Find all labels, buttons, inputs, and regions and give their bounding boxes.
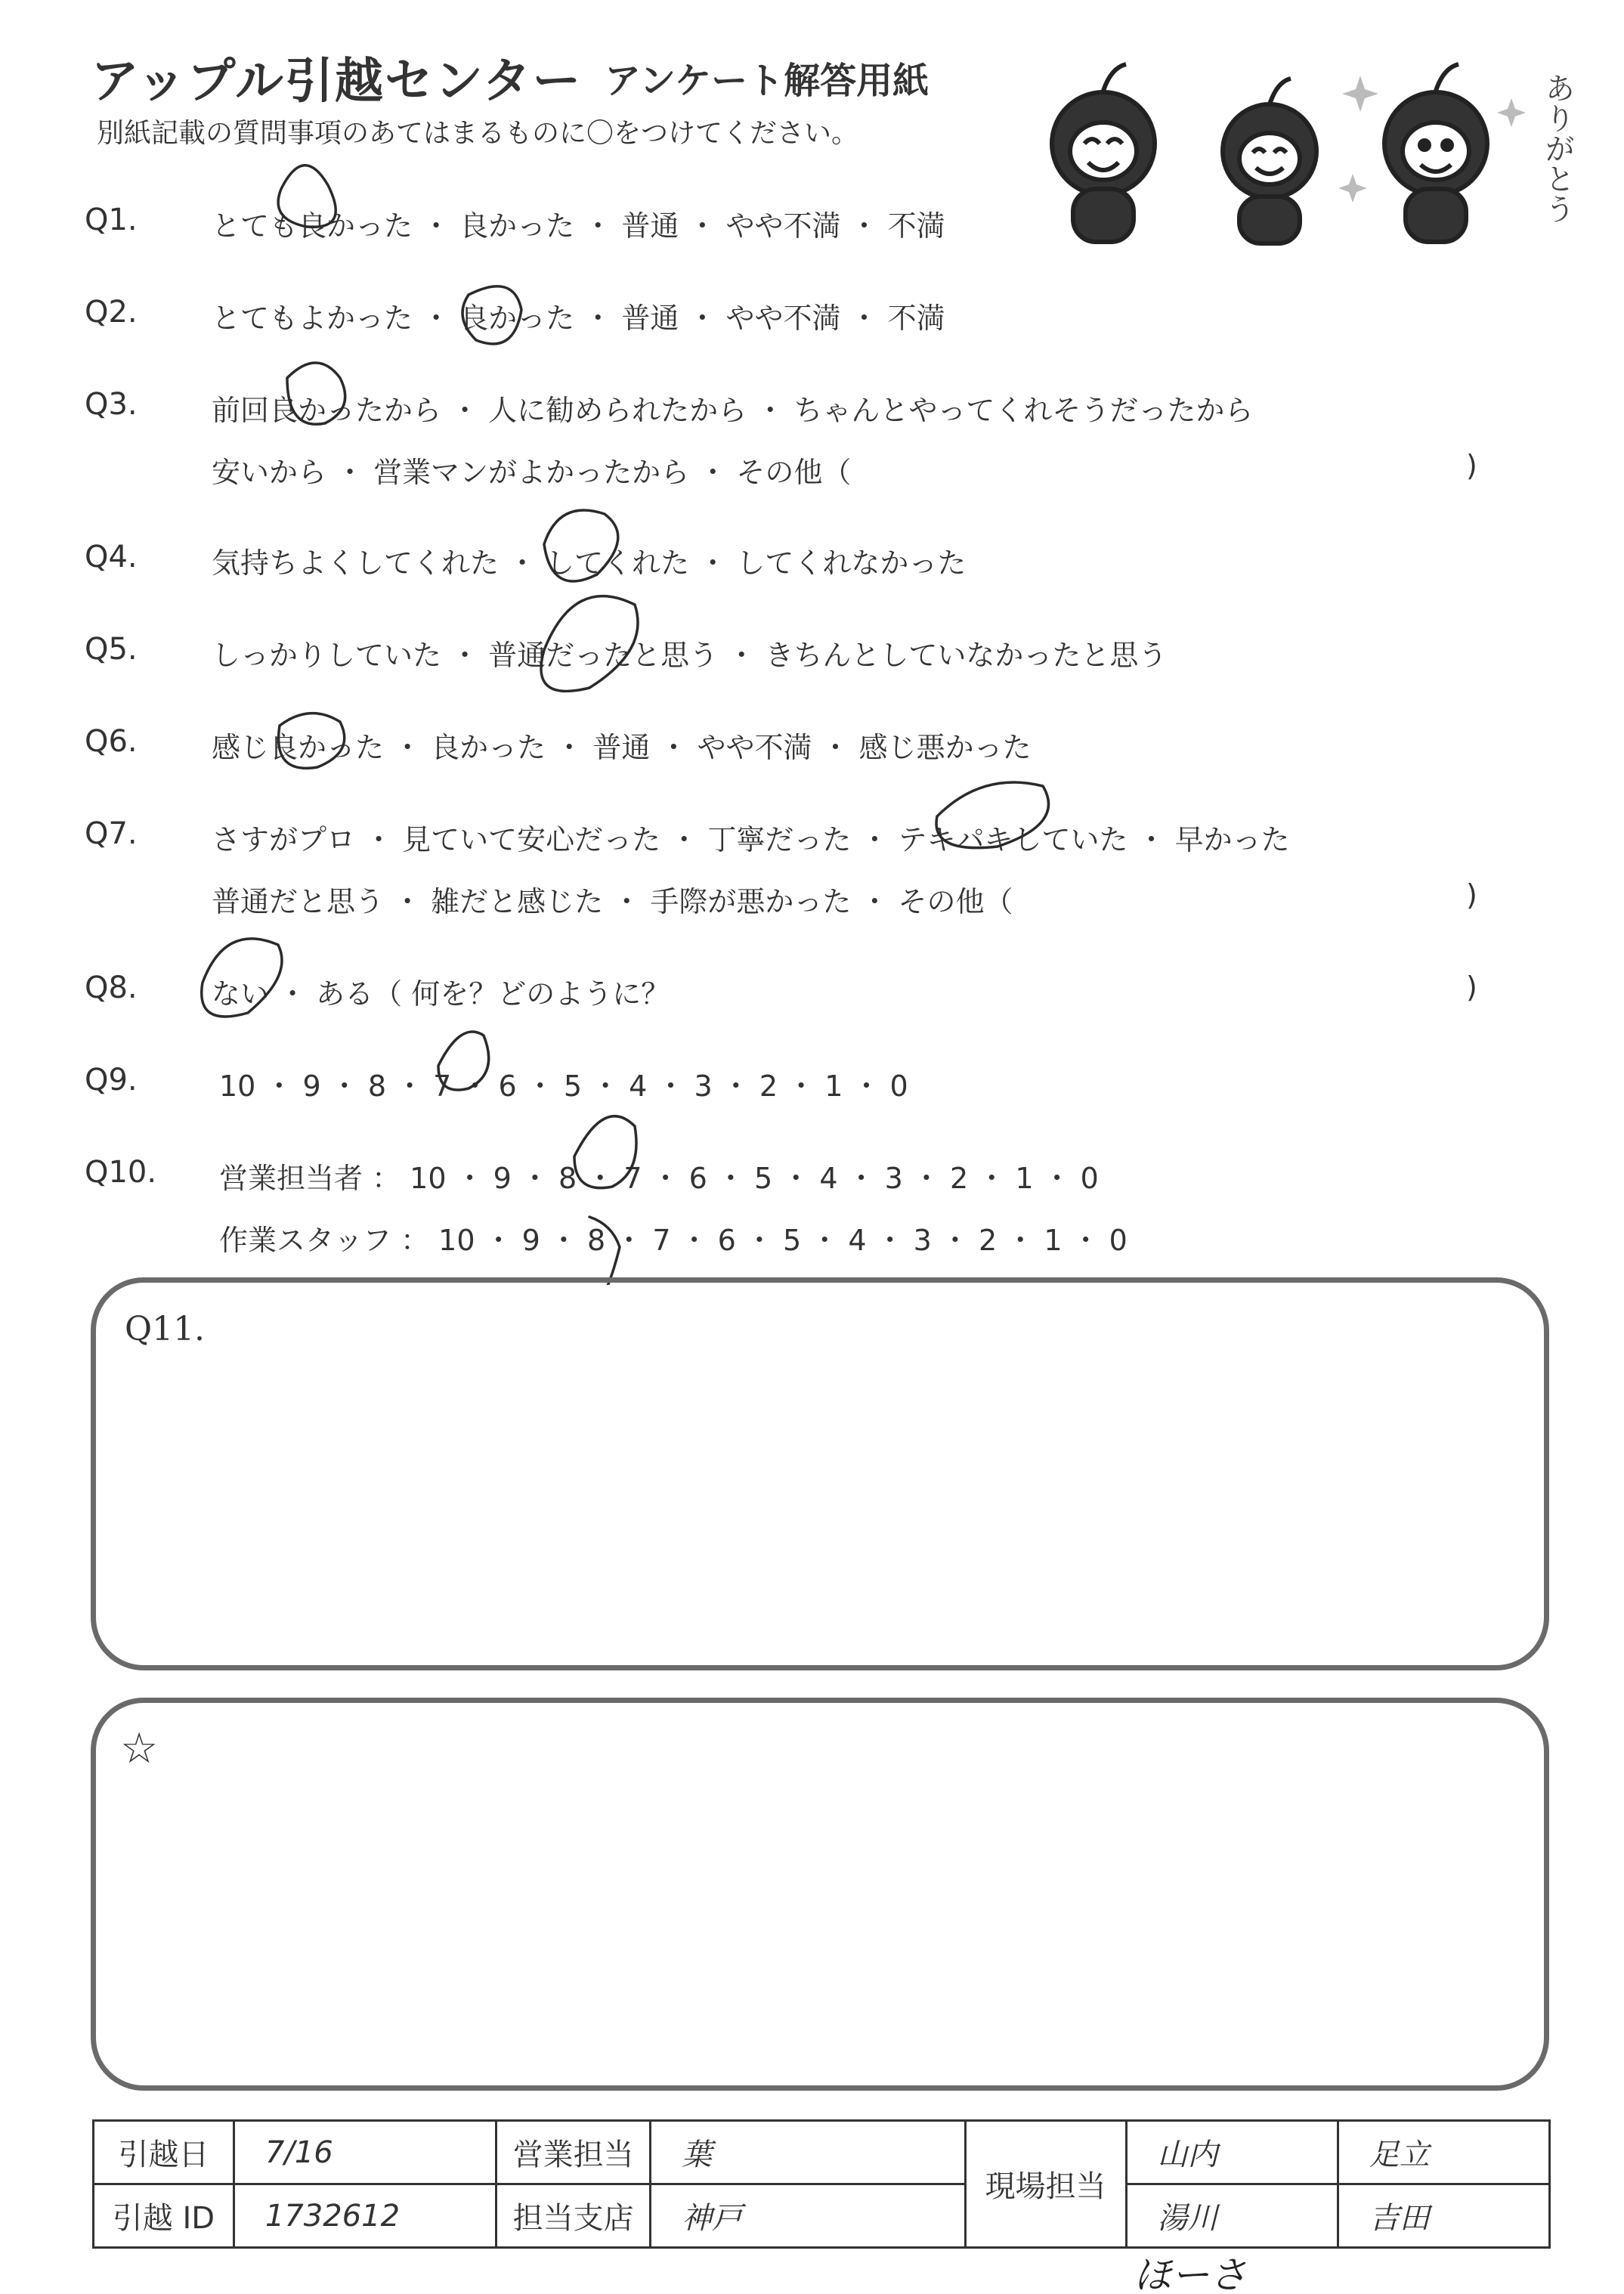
q10-label: Q10. [85,1155,157,1190]
q7-options-line1: さすがプロ ・ 見ていて安心だった ・ 丁寧だった ・ テキパキしていた ・ 早かった [212,823,1290,856]
branch-label: 担当支店 [496,2184,651,2248]
q10-staff-circle-mark [589,1217,620,1285]
star-comment-box[interactable] [91,1698,1549,2091]
q8-close-paren: ) [1466,971,1477,1004]
q4-options: 気持ちよくしてくれた ・ してくれた ・ してくれなかった [212,546,967,580]
q7-options-line2: 普通だと思う ・ 雑だと感じた ・ 手際が悪かった ・ その他（ [212,885,1013,918]
q6-label: Q6. [85,724,138,759]
q9-label: Q9. [85,1063,138,1097]
q3-circle-mark [287,363,345,424]
site-staff-2: 足立 [1338,2121,1549,2184]
q6-options: 感じ良かった ・ 良かった ・ 普通 ・ やや不満 ・ 感じ悪かった [212,731,1032,764]
sales-rep-value: 葉 [651,2121,966,2184]
q8-label: Q8. [85,971,138,1005]
form-subtitle: アンケート解答用紙 [605,60,930,102]
q5-options: しっかりしていた ・ 普通だったと思う ・ きちんとしていなかったと思う [212,639,1168,672]
q9-circle-mark [438,1032,489,1090]
q4-circle-mark [544,510,618,581]
q10-staff-options: 作業スタッフ ： 10 ・ 9 ・ 8 ・ 7 ・ 6 ・ 5 ・ 4 ・ 3 ・ 2 ・ 1 ・ 0 [219,1224,1128,1257]
company-title: アップル引越センター [91,54,583,110]
q10-sales-options: 営業担当者 ： 10 ・ 9 ・ 8 ・ 7 ・ 6 ・ 5 ・ 4 ・ 3 ・ 2 ・ 1 ・ 0 [219,1162,1099,1195]
q11-comment-box[interactable] [91,1277,1549,1670]
q2-options: とてもよかった ・ 良かった ・ 普通 ・ やや不満 ・ 不満 [212,302,945,335]
star-box-label: ☆ [120,1724,159,1773]
q6-circle-mark [279,714,345,769]
q3-close-paren: ) [1466,449,1477,482]
q9-options: 10 ・ 9 ・ 8 ・ 7 ・ 6 ・ 5 ・ 4 ・ 3 ・ 2 ・ 1 ・ 0 [219,1070,908,1103]
q5-label: Q5. [85,632,138,667]
q1-options: とても良かった ・ 良かった ・ 普通 ・ やや不満 ・ 不満 [212,209,945,243]
q4-label: Q4. [85,540,138,574]
q1-label: Q1. [85,203,138,237]
instruction-text: 別紙記載の質問事項のあてはまるものに〇をつけてください。 [97,118,859,149]
move-date-label: 引越日 [94,2121,234,2184]
q5-circle-mark [541,596,638,692]
move-id-label: 引越 ID [94,2184,234,2248]
thank-you-text: ありがとう [1540,73,1575,224]
q1-circle-mark [278,166,336,228]
q7-circle-mark [936,782,1049,848]
branch-value: 神戸 [651,2184,966,2248]
extra-handwritten-note: ほーさ [1134,2253,1247,2294]
q3-options-line2: 安いから ・ 営業マンがよかったから ・ その他（ [212,456,852,489]
q10-sales-circle-mark [574,1116,636,1188]
q2-circle-mark [462,286,521,344]
sales-rep-label: 営業担当 [496,2121,651,2184]
q3-options-line1: 前回良かったから ・ 人に勧められたから ・ ちゃんとやってくれそうだったから [212,394,1254,427]
site-staff-1: 山内 [1126,2121,1338,2184]
footer-info-table [92,2119,1551,2249]
site-staff-3: 湯川 [1126,2184,1338,2248]
q11-box-label: Q11. [125,1310,206,1348]
q3-label: Q3. [85,387,138,422]
q8-circle-mark [202,939,282,1017]
move-id-value: 1732612 [234,2184,496,2248]
site-staff-label: 現場担当 [965,2121,1126,2248]
q7-label: Q7. [85,816,138,851]
q2-label: Q2. [85,295,138,330]
site-staff-4: 吉田 [1338,2184,1549,2248]
move-date-value: 7/16 [234,2121,496,2184]
q7-close-paren: ) [1466,878,1477,912]
q8-options: ない ・ ある（ 何を？どのように？ [212,977,670,1011]
